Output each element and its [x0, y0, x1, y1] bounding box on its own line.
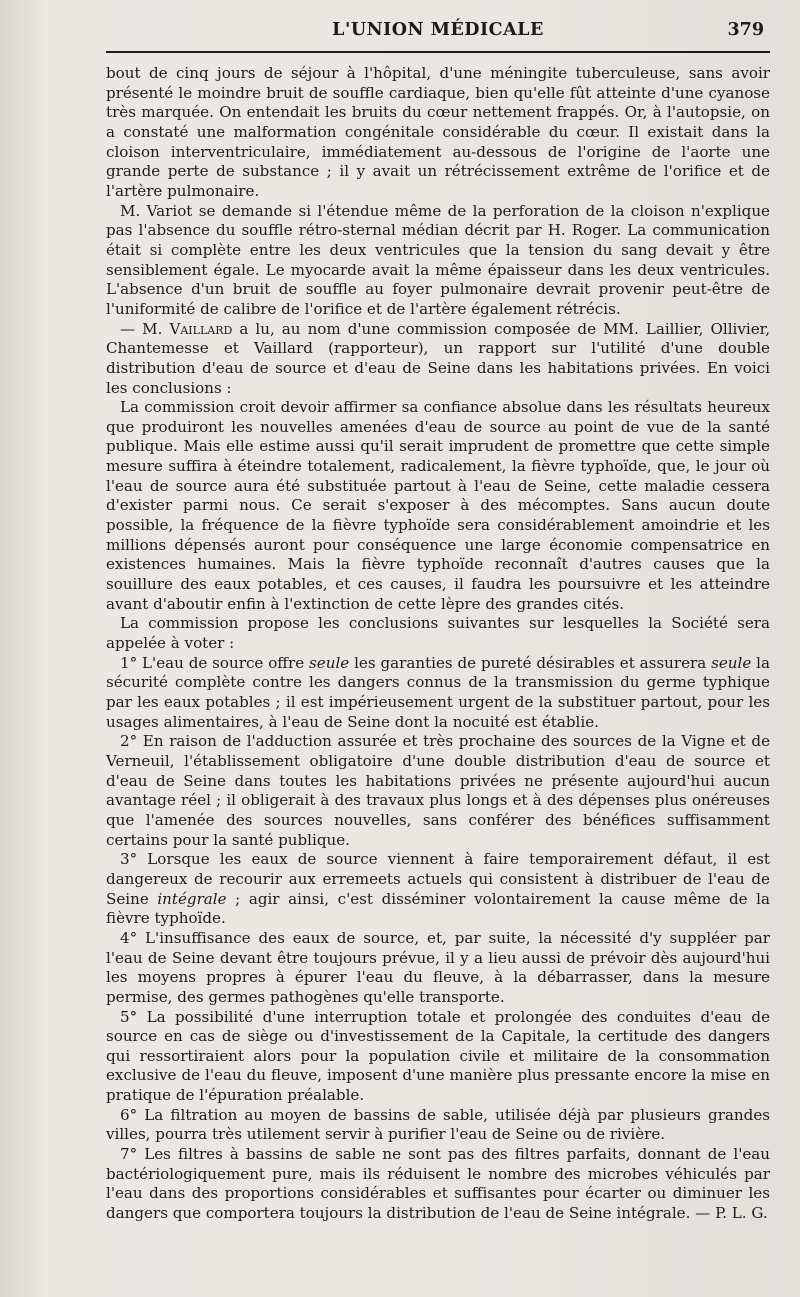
conclusion-6: 6° La filtration au moyen de bassins de sable, utilisée déjà par plusieurs grandes villes, pourra très utilement servir à purifier l'eau de Seine ou de rivière. [106, 1105, 770, 1144]
conclusion-5: 5° La possibilité d'une interruption totale et prolongée des conduites d'eau de source en cas de siège ou d'investissement de la Capitale, la certitude des dangers qui ressortiraient alors pour la population civile et militaire de la consommation exclusive de l'eau du fleuve, imposent d'une manière plus pressante encore la mise en pratique de l'épuration préalable. [106, 1007, 770, 1105]
paragraph-variot: M. Variot se demande si l'étendue même de la perforation de la cloison n'explique pas l'absence du souffle rétro-sternal médian décrit par H. Roger. La communication était si complète entre les deux ventricules que la tension du sang devait y être sensiblement égale. Le myocarde avait la même épaisseur dans les deux ventricules. L'absence d'un bruit de souffle au foyer pulmonaire devrait provenir peut-être de l'uniformité de calibre de l'orifice et de l'artère également rétrécis. [106, 201, 770, 318]
running-header [106, 18, 770, 44]
paragraph-text: a lu, au nom d'une commission composée de MM. Laillier, Ollivier, Chantemesse et Vaillard (rapporteur), un rapport sur l'utilité d'une double distribution d'eau de source et d'eau de Seine dans les habitations privées. En voici les conclusions : [106, 319, 770, 397]
conclusion-3 [106, 850, 770, 929]
italic-word: seule [711, 653, 752, 672]
header-rule [106, 51, 770, 53]
paragraph-commission-confidence: La commission croit devoir affirmer sa confiance absolue dans les résultats heureux que produiront les nouvelles amenées d'eau de source au point de vue de la santé publique. Mais elle estime aussi qu'il serait imprudent de promettre que cette simple mesure suffira à éteindre totalement, radicalement, la fièvre typhoïde, que, le jour où l'eau de source aura été substituée partout à l'eau de Seine, cette maladie cessera d'exister parmi nous. Ce serait s'exposer à des mécomptes. Sans aucun doute possible, la fréquence de la fièvre typhoïde sera considérablement amoindrie et les millions dépensés auront pour conséquence une large économie compensatrice en existences humaines. Mais la fièvre typhoïde reconnaît d'autres causes que la souillure des eaux potables, et ces causes, il faudra les poursuivre et les atteindre avant d'aboutir enfin à l'extinction de cette lèpre des grandes cités. [106, 398, 770, 613]
paragraph-prefix: — M. [120, 319, 170, 338]
author-name: Vaillard [169, 319, 233, 338]
page-number: 379 [727, 20, 764, 40]
conclusion-1 [106, 654, 770, 733]
conclusion-text: 1° L'eau de source offre [120, 653, 310, 672]
paragraph-vaillard-report [106, 320, 770, 399]
paragraph-commission-proposes: La commission propose les conclusions suivantes sur lesquelles la Société sera appelée à voter : [106, 614, 770, 653]
italic-word: seule [309, 653, 350, 672]
article-body [106, 64, 770, 1224]
conclusion-4: 4° L'insuffisance des eaux de source, et, par suite, la nécessité d'y suppléer par l'eau de Seine devant être toujours prévue, il y a lieu aussi de prévoir dès aujourd'hui les moyens propres à épurer l'eau du fleuve, à la débarrasser, dans la mesure permise, des germes pathogènes qu'elle transporte. [106, 928, 770, 1006]
conclusion-text: les garanties de pureté désirables et assurera [349, 653, 712, 672]
journal-title: L'UNION MÉDICALE [332, 20, 544, 40]
conclusion-text: 3° Lorsque les eaux de source viennent à faire temporairement défaut, il est dangereux de recourir aux erremeets actuels qui consistent à distribuer de l'eau de Seine [106, 850, 770, 908]
conclusion-text: ; agir ainsi, c'est disséminer volontairement la cause même de la fièvre typhoïde. [106, 889, 770, 928]
conclusion-text: la sécurité complète contre les dangers connus de la transmission du germe typhique par les eaux potables ; il est impérieusement urgent de la substituer partout, pour les usages alimentaires, à l'eau de Seine dont la nocuité est établie. [106, 653, 770, 731]
conclusion-7: 7° Les filtres à bassins de sable ne sont pas des filtres parfaits, donnant de l'eau bactériologiquement pure, mais ils réduisent le nombre des microbes véhiculés par l'eau dans des proportions considérables et suffisantes pour écarter ou diminuer les dangers que comportera toujours la distribution de l'eau de Seine intégrale. — P. L. G. [106, 1145, 770, 1223]
italic-word: intégrale [157, 889, 227, 908]
paragraph-autopsy: bout de cinq jours de séjour à l'hôpital, d'une méningite tuberculeuse, sans avoir présenté le moindre bruit de souffle cardiaque, bien qu'elle fût atteinte d'une cyanose très marquée. On entendait les bruits du cœur nettement frappés. Or, à l'autopsie, on a constaté une malformation congénitale considérable du cœur. Il existait dans la cloison interventriculaire, immédiatement au-dessous de l'origine de l'aorte une grande perte de substance ; il y avait un rétrécissement extrême de l'orifice et de l'artère pulmonaire. [106, 64, 770, 200]
conclusion-2: 2° En raison de l'adduction assurée et très prochaine des sources de la Vigne et de Verneuil, l'établissement obligatoire d'une double distribution d'eau de source et d'eau de Seine dans toutes les habitations privées ne présente aujourd'hui aucun avantage réel ; il obligerait à des travaux plus longs et à des dépenses plus onéreuses que l'amenée des sources nouvelles, sans conférer des bénéfices suffisamment certains pour la santé publique. [106, 732, 770, 849]
